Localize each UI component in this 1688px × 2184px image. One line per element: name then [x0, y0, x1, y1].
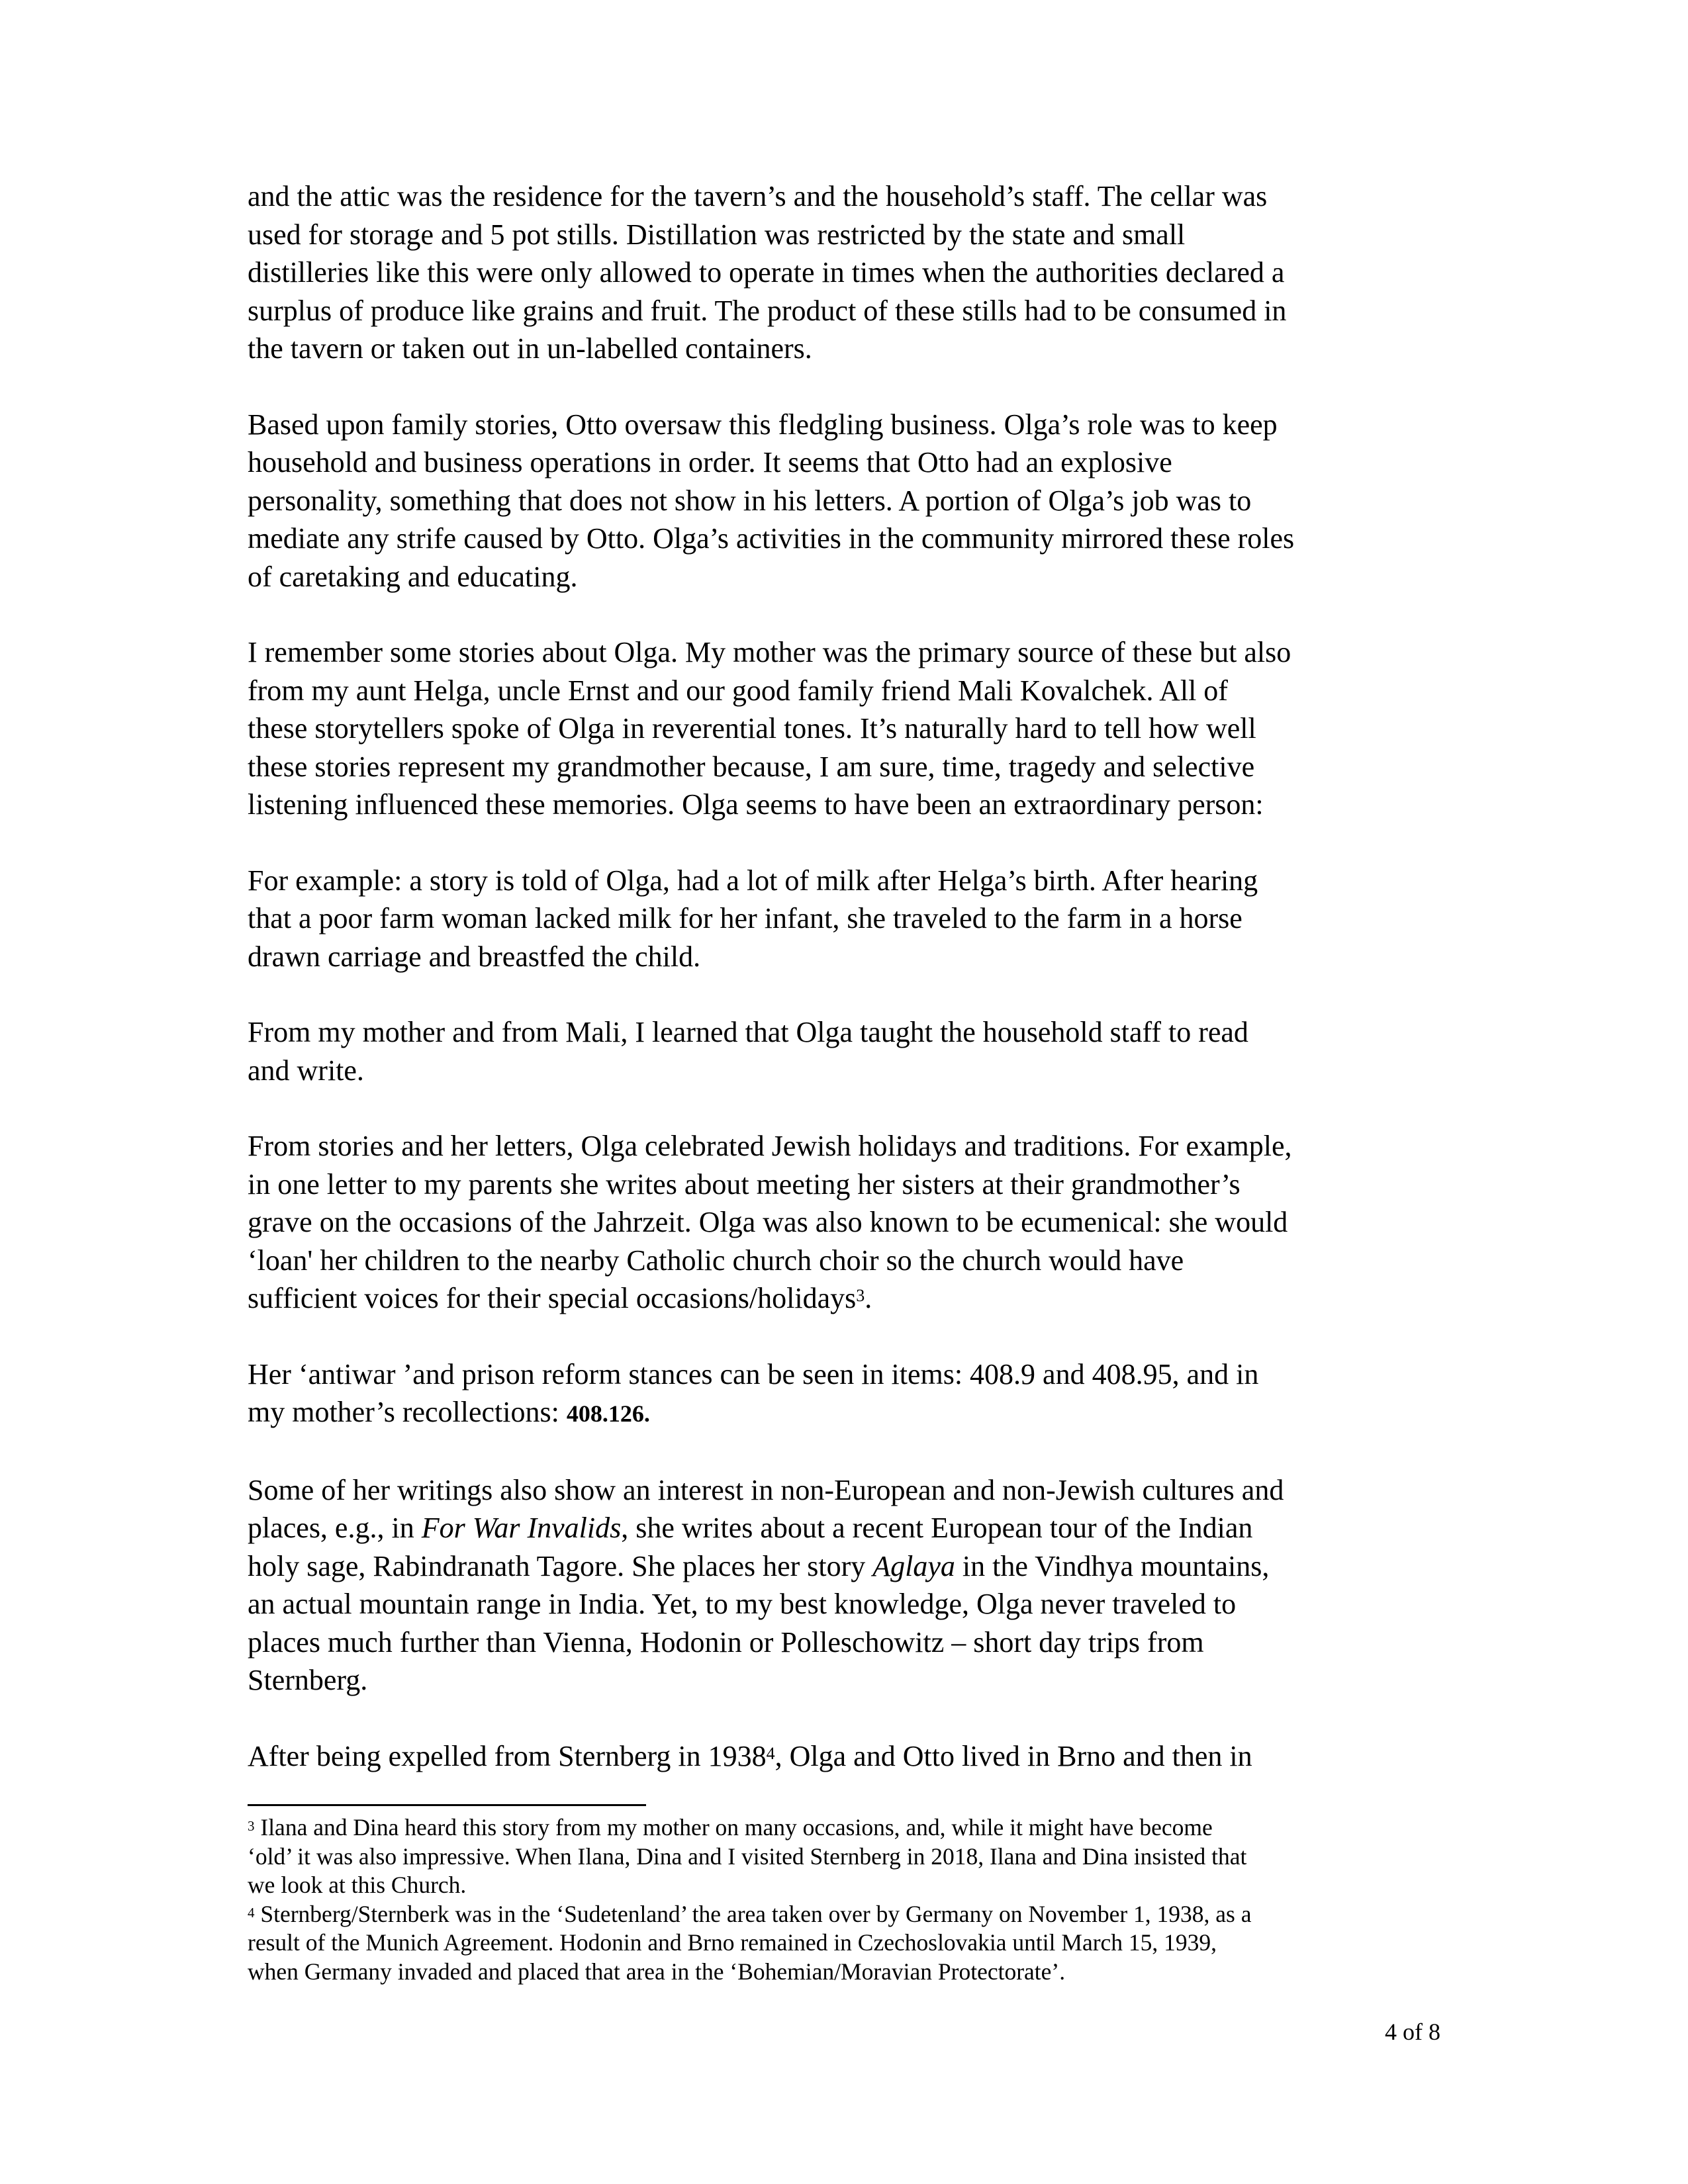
text-line: I remember some stories about Olga. My mother was the primary source of these but also	[248, 636, 1291, 668]
text-line: that a poor farm woman lacked milk for her infant, she traveled to the farm in a horse	[248, 902, 1243, 934]
paragraph-stories-about-olga	[248, 633, 1459, 824]
text-line: , Olga and Otto lived in Brno and then in	[774, 1739, 1252, 1772]
paragraph-example-milk	[248, 862, 1459, 976]
page-number: 4 of 8	[1385, 2019, 1440, 2045]
text-line: , she writes about a recent European tour of the Indian	[621, 1512, 1253, 1544]
text-line: places, e.g., in	[248, 1512, 422, 1544]
text-line: from my aunt Helga, uncle Ernst and our good family friend Mali Kovalchek. All of	[248, 674, 1228, 707]
text-line: After being expelled from Sternberg in 1938	[248, 1739, 767, 1772]
text-line: these storytellers spoke of Olga in reverential tones. It’s naturally hard to tell how well	[248, 712, 1256, 745]
text-line: From stories and her letters, Olga celebrated Jewish holidays and traditions. For example,	[248, 1130, 1292, 1162]
text-line: my mother’s recollections:	[248, 1396, 567, 1428]
text-line: grave on the occasions of the Jahrzeit. Olga was also known to be ecumenical: she would	[248, 1206, 1288, 1238]
italic-title-aglaya: Aglaya	[872, 1549, 955, 1582]
footnote-reference-3[interactable]: 3	[856, 1286, 865, 1305]
footnote-reference-4[interactable]: 4	[766, 1743, 775, 1763]
paragraph-antiwar-stances	[248, 1355, 1459, 1433]
text-line: of caretaking and educating.	[248, 560, 578, 593]
footnote-marker: 3	[248, 1818, 255, 1834]
text-line: in one letter to my parents she writes about meeting her sisters at their grandmother’s	[248, 1167, 1241, 1201]
text-line: and write.	[248, 1054, 364, 1087]
paragraph-expelled-from-sternberg	[248, 1737, 1459, 1776]
text-line: mediate any strife caused by Otto. Olga’s activities in the community mirrored these roles	[248, 522, 1295, 555]
text-line: in the Vindhya mountains,	[955, 1549, 1270, 1582]
footnotes	[248, 1813, 1459, 1986]
footnote-line: we look at this Church.	[248, 1872, 467, 1898]
text-line-end: .	[865, 1282, 872, 1314]
footnote-line: result of the Munich Agreement. Hodonin and Brno remained in Czechoslovakia until March 15, 1939,	[248, 1929, 1217, 1956]
italic-title-for-war-invalids: For War Invalids	[421, 1512, 622, 1544]
text-line: household and business operations in order. It seems that Otto had an explosive	[248, 446, 1172, 478]
text-line: drawn carriage and breastfed the child.	[248, 940, 701, 973]
text-line: sufficient voices for their special occasions/holidays	[248, 1282, 857, 1314]
text-line: Based upon family stories, Otto oversaw this fledgling business. Olga’s role was to keep	[248, 408, 1278, 441]
document-body	[248, 177, 1459, 1813]
text-line: surplus of produce like grains and fruit. The product of these stills had to be consumed in	[248, 294, 1287, 327]
footnote-4	[248, 1900, 1459, 1987]
text-line: distilleries like this were only allowed to operate in times when the authorities declared a	[248, 256, 1285, 289]
text-line: an actual mountain range in India. Yet, to my best knowledge, Olga never traveled to	[248, 1588, 1237, 1620]
footnote-line: ‘old’ it was also impressive. When Ilana, Dina and I visited Sternberg in 2018, Ilana and Dina insisted that	[248, 1843, 1247, 1870]
text-line: For example: a story is told of Olga, had a lot of milk after Helga’s birth. After hearing	[248, 864, 1258, 897]
text-line: Sternberg.	[248, 1664, 368, 1696]
footnote-line: Ilana and Dina heard this story from my mother on many occasions, and, while it might have become	[260, 1814, 1213, 1841]
paragraph-tavern-attic	[248, 177, 1459, 368]
paragraph-jewish-holidays	[248, 1127, 1459, 1318]
paragraph-read-and-write	[248, 1013, 1459, 1089]
text-line: and the attic was the residence for the tavern’s and the household’s staff. The cellar was	[248, 180, 1268, 212]
footnote-3	[248, 1813, 1459, 1900]
text-line: listening influenced these memories. Olga seems to have been an extraordinary person:	[248, 788, 1264, 821]
text-line: Some of her writings also show an interest in non-European and non-Jewish cultures and	[248, 1473, 1284, 1506]
text-line: the tavern or taken out in un-labelled containers.	[248, 332, 812, 365]
text-line: Her ‘antiwar ’and prison reform stances can be seen in items: 408.9 and 408.95, and in	[248, 1357, 1259, 1390]
text-line: holy sage, Rabindranath Tagore. She places her story	[248, 1549, 873, 1582]
footnote-separator	[248, 1804, 646, 1806]
item-reference-bold: 408.126.	[566, 1400, 650, 1427]
text-line: ‘loan' her children to the nearby Catholic church choir so the church would have	[248, 1244, 1184, 1277]
footnote-line: when Germany invaded and placed that area in the ‘Bohemian/Moravian Protectorate’.	[248, 1958, 1066, 1985]
paragraph-non-european-cultures	[248, 1471, 1459, 1700]
text-line: used for storage and 5 pot stills. Distillation was restricted by the state and small	[248, 218, 1186, 251]
text-line: From my mother and from Mali, I learned that Olga taught the household staff to read	[248, 1016, 1248, 1048]
paragraph-otto-business	[248, 406, 1459, 596]
text-line: places much further than Vienna, Hodonin or Polleschowitz – short day trips from	[248, 1625, 1204, 1659]
footnote-line: Sternberg/Sternberk was in the ‘Sudetenland’ the area taken over by Germany on November 1, 1938, as a	[260, 1900, 1252, 1927]
text-line: these stories represent my grandmother because, I am sure, time, tragedy and selective	[248, 750, 1255, 783]
text-line: personality, something that does not show in his letters. A portion of Olga’s job was to	[248, 484, 1252, 517]
footnote-marker: 4	[248, 1904, 255, 1921]
